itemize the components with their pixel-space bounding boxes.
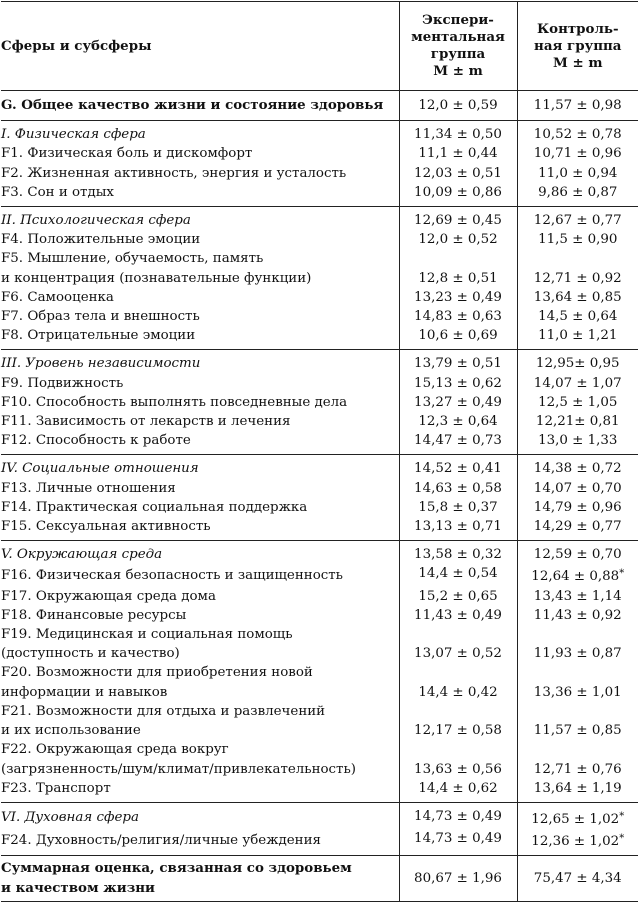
- experimental-value: 12,3 ± 0,64: [399, 412, 517, 431]
- table-row: [1, 144, 638, 163]
- header-experimental-line: ментальная: [411, 29, 505, 45]
- row-label: [1, 288, 399, 307]
- table-row: [1, 374, 638, 393]
- row-label: [1, 564, 399, 586]
- control-value-text: 11,57 ± 0,85: [533, 723, 622, 739]
- control-value-text: 11,93 ± 0,87: [533, 646, 622, 662]
- section-heading-row: [1, 91, 638, 121]
- row-label-line: F7. Образ тела и внешность: [1, 309, 200, 325]
- control-value: [517, 307, 638, 326]
- experimental-value: 14,73 ± 0,49: [399, 829, 517, 856]
- experimental-value: 11,34 ± 0,50: [399, 121, 517, 145]
- experimental-value: 13,07 ± 0,52: [399, 625, 517, 663]
- experimental-value: 14,4 ± 0,62: [399, 779, 517, 803]
- table-footer: [1, 856, 638, 901]
- experimental-value: 13,63 ± 0,56: [399, 740, 517, 778]
- significance-asterisk: *: [619, 568, 625, 580]
- row-label-line: F11. Зависимость от лекарств и лечения: [1, 414, 291, 430]
- experimental-value: 14,47 ± 0,73: [399, 431, 517, 455]
- row-label: [1, 498, 399, 517]
- control-value-text: 13,64 ± 0,85: [533, 289, 622, 305]
- row-label-line: F14. Практическая социальная поддержка: [1, 499, 308, 515]
- control-value: [517, 829, 638, 856]
- row-label: [1, 230, 399, 249]
- experimental-value: 14,83 ± 0,63: [399, 307, 517, 326]
- row-label-line: (загрязненность/шум/климат/привлекательность): [1, 761, 356, 777]
- table-row: [1, 164, 638, 183]
- control-value: [517, 431, 638, 455]
- control-value: [517, 144, 638, 163]
- control-value: [517, 479, 638, 498]
- control-value: [517, 625, 638, 663]
- table-row: [1, 288, 638, 307]
- total-label-line: Суммарная оценка, связанная со здоровьем: [1, 860, 352, 877]
- header-row: [1, 2, 638, 91]
- table-row: [1, 183, 638, 207]
- row-label: [1, 479, 399, 498]
- table-row: [1, 479, 638, 498]
- control-value: [517, 606, 638, 625]
- row-label-line: F19. Медицинская и социальная помощь: [1, 627, 293, 643]
- row-label: [1, 802, 399, 829]
- control-value: [517, 326, 638, 350]
- total-label-line: и качеством жизни: [1, 879, 155, 896]
- experimental-value: 13,23 ± 0,49: [399, 288, 517, 307]
- experimental-value: 13,79 ± 0,51: [399, 350, 517, 374]
- experimental-value: 12,8 ± 0,51: [399, 249, 517, 287]
- row-label-line: F18. Финансовые ресурсы: [1, 607, 187, 623]
- experimental-value: 14,4 ± 0,42: [399, 663, 517, 701]
- row-label: [1, 606, 399, 625]
- control-value: [517, 663, 638, 701]
- control-value-text: 12,36 ± 1,02: [531, 834, 620, 850]
- quality-of-life-table: [1, 1, 638, 902]
- row-label-line: G. Общее качество жизни и состояние здоровья: [1, 97, 384, 113]
- row-label: [1, 326, 399, 350]
- header-control-line: M ± m: [552, 54, 603, 71]
- row-label-line: F13. Личные отношения: [1, 480, 176, 496]
- experimental-value: 15,13 ± 0,62: [399, 374, 517, 393]
- significance-asterisk: *: [619, 810, 625, 822]
- experimental-value: 12,0 ± 0,52: [399, 230, 517, 249]
- control-value: [517, 230, 638, 249]
- total-control-value: 75,47 ± 4,34: [517, 856, 638, 901]
- table-row: [1, 587, 638, 606]
- control-value: [517, 412, 638, 431]
- row-label-line: F4. Положительные эмоции: [1, 232, 201, 248]
- experimental-value: 13,13 ± 0,71: [399, 517, 517, 541]
- row-label-line: F8. Отрицательные эмоции: [1, 328, 196, 344]
- row-label: [1, 144, 399, 163]
- experimental-value: 14,73 ± 0,49: [399, 802, 517, 829]
- row-label-line: F3. Сон и отдых: [1, 184, 114, 200]
- row-label: [1, 393, 399, 412]
- control-value: [517, 517, 638, 541]
- control-value: [517, 288, 638, 307]
- experimental-value: 12,17 ± 0,58: [399, 702, 517, 740]
- row-label-line: (доступность и качество): [1, 646, 180, 662]
- control-value: [517, 393, 638, 412]
- control-value-text: 12,65 ± 1,02: [531, 811, 620, 827]
- row-label: [1, 249, 399, 287]
- row-label-line: F24. Духовность/религия/личные убеждения: [1, 832, 321, 848]
- control-value-text: 12,5 ± 1,05: [538, 394, 618, 410]
- control-value-text: 14,79 ± 0,96: [533, 499, 622, 515]
- section-heading-row: [1, 121, 638, 145]
- row-label: [1, 412, 399, 431]
- table-row: [1, 498, 638, 517]
- row-label-line: V. Окружающая среда: [1, 547, 163, 563]
- experimental-value: 12,03 ± 0,51: [399, 164, 517, 183]
- row-label-line: II. Психологическая сфера: [1, 213, 191, 229]
- row-label: [1, 740, 399, 778]
- table-row: [1, 702, 638, 740]
- table-header: [1, 2, 638, 91]
- row-label-line: F6. Самооценка: [1, 289, 114, 305]
- row-label: [1, 431, 399, 455]
- control-value: [517, 498, 638, 517]
- control-value-text: 9,86 ± 0,87: [538, 184, 618, 200]
- control-value: [517, 779, 638, 803]
- control-value-text: 13,36 ± 1,01: [533, 684, 622, 700]
- total-experimental-value: 80,67 ± 1,96: [399, 856, 517, 901]
- control-value: [517, 121, 638, 145]
- control-value-text: 11,43 ± 0,92: [533, 607, 622, 623]
- table-body: [1, 91, 638, 856]
- control-value-text: 10,52 ± 0,78: [533, 127, 622, 143]
- control-value-text: 12,64 ± 0,88: [531, 569, 620, 585]
- row-label: [1, 183, 399, 207]
- row-label-line: F2. Жизненная активность, энергия и усталость: [1, 165, 347, 181]
- control-value-text: 14,07 ± 0,70: [533, 480, 622, 496]
- row-label-line: F1. Физическая боль и дискомфорт: [1, 146, 253, 162]
- experimental-value: 12,69 ± 0,45: [399, 207, 517, 231]
- control-value-text: 11,0 ± 0,94: [538, 165, 618, 181]
- section-heading-row: [1, 802, 638, 829]
- row-label-line: F17. Окружающая среда дома: [1, 588, 216, 604]
- header-experimental-line: группа: [430, 46, 486, 62]
- row-label-line: F10. Способность выполнять повседневные дела: [1, 394, 348, 410]
- row-label-line: информации и навыков: [1, 684, 168, 700]
- control-value: [517, 587, 638, 606]
- table-row: [1, 740, 638, 778]
- row-label: [1, 702, 399, 740]
- row-label: [1, 207, 399, 231]
- row-label: [1, 541, 399, 565]
- control-value: [517, 740, 638, 778]
- control-value-text: 13,43 ± 1,14: [533, 588, 622, 604]
- row-label-line: F5. Мышление, обучаемость, память: [1, 251, 264, 267]
- experimental-value: 10,6 ± 0,69: [399, 326, 517, 350]
- experimental-value: 13,58 ± 0,32: [399, 541, 517, 565]
- control-value: [517, 350, 638, 374]
- table-row: [1, 307, 638, 326]
- row-label: [1, 164, 399, 183]
- header-control-group: [517, 2, 638, 91]
- table-row: [1, 393, 638, 412]
- experimental-value: 11,1 ± 0,44: [399, 144, 517, 163]
- row-label-line: I. Физическая сфера: [1, 127, 146, 143]
- table-row: [1, 517, 638, 541]
- control-value: [517, 207, 638, 231]
- table-row: [1, 230, 638, 249]
- row-label: [1, 455, 399, 479]
- row-label: [1, 663, 399, 701]
- table-row: [1, 249, 638, 287]
- experimental-value: 11,43 ± 0,49: [399, 606, 517, 625]
- total-label: [1, 856, 399, 901]
- row-label: [1, 350, 399, 374]
- table-row: [1, 606, 638, 625]
- row-label-line: IV. Социальные отношения: [1, 461, 199, 477]
- control-value-text: 12,71 ± 0,92: [533, 270, 622, 286]
- row-label-line: F21. Возможности для отдыха и развлечений: [1, 703, 326, 719]
- header-control-line: Контроль-: [536, 20, 619, 37]
- experimental-value: 14,63 ± 0,58: [399, 479, 517, 498]
- experimental-value: 12,0 ± 0,59: [399, 91, 517, 121]
- control-value-text: 12,71 ± 0,76: [533, 761, 622, 777]
- row-label-line: F12. Способность к работе: [1, 433, 191, 449]
- row-label-line: F15. Сексуальная активность: [1, 519, 211, 535]
- section-heading-row: [1, 541, 638, 565]
- experimental-value: 10,09 ± 0,86: [399, 183, 517, 207]
- control-value: [517, 91, 638, 121]
- control-value-text: 14,29 ± 0,77: [533, 519, 622, 535]
- table-row: [1, 625, 638, 663]
- row-label: [1, 587, 399, 606]
- section-heading-row: [1, 350, 638, 374]
- row-label-line: F23. Транспорт: [1, 780, 111, 796]
- experimental-value: 13,27 ± 0,49: [399, 393, 517, 412]
- section-heading-row: [1, 207, 638, 231]
- header-experimental-line: M ± m: [433, 63, 483, 79]
- control-value-text: 12,95± 0,95: [535, 356, 620, 372]
- control-value-text: 13,64 ± 1,19: [533, 780, 622, 796]
- control-value-text: 11,5 ± 0,90: [538, 232, 618, 248]
- header-experimental-line: Экспери-: [422, 12, 494, 28]
- header-experimental-group: [399, 2, 517, 91]
- header-spheres: Сферы и субсферы: [1, 2, 399, 91]
- table-row: [1, 779, 638, 803]
- control-value-text: 11,57 ± 0,98: [533, 98, 622, 113]
- section-heading-row: [1, 455, 638, 479]
- control-value-text: 12,67 ± 0,77: [533, 213, 622, 229]
- control-value: [517, 702, 638, 740]
- row-label: [1, 307, 399, 326]
- control-value: [517, 249, 638, 287]
- row-label-line: и их использование: [1, 723, 141, 739]
- control-value-text: 12,59 ± 0,70: [533, 547, 622, 563]
- experimental-value: 14,4 ± 0,54: [399, 564, 517, 586]
- row-label-line: F22. Окружающая среда вокруг: [1, 742, 229, 758]
- experimental-value: 15,2 ± 0,65: [399, 587, 517, 606]
- control-value-text: 11,0 ± 1,21: [538, 328, 618, 344]
- table-row: [1, 431, 638, 455]
- total-row: [1, 856, 638, 901]
- significance-asterisk: *: [619, 833, 625, 845]
- row-label: [1, 91, 399, 121]
- control-value: [517, 564, 638, 586]
- control-value-text: 14,5 ± 0,64: [538, 309, 618, 325]
- experimental-value: 14,52 ± 0,41: [399, 455, 517, 479]
- control-value: [517, 455, 638, 479]
- control-value-text: 12,21± 0,81: [535, 414, 620, 430]
- header-control-line: ная группа: [534, 37, 622, 54]
- control-value: [517, 183, 638, 207]
- row-label: [1, 625, 399, 663]
- control-value-text: 14,07 ± 1,07: [533, 375, 622, 391]
- row-label-line: F20. Возможности для приобретения новой: [1, 665, 313, 681]
- row-label: [1, 779, 399, 803]
- row-label: [1, 829, 399, 856]
- table-row: [1, 829, 638, 856]
- control-value-text: 14,38 ± 0,72: [533, 461, 622, 477]
- row-label: [1, 121, 399, 145]
- table-row: [1, 663, 638, 701]
- row-label-line: F16. Физическая безопасность и защищенность: [1, 567, 343, 583]
- control-value: [517, 802, 638, 829]
- experimental-value: 15,8 ± 0,37: [399, 498, 517, 517]
- row-label-line: III. Уровень независимости: [1, 356, 201, 372]
- table-row: [1, 564, 638, 586]
- table-row: [1, 412, 638, 431]
- control-value-text: 10,71 ± 0,96: [533, 146, 622, 162]
- row-label-line: и концентрация (познавательные функции): [1, 270, 312, 286]
- row-label-line: VI. Духовная сфера: [1, 810, 139, 826]
- table-row: [1, 326, 638, 350]
- control-value-text: 13,0 ± 1,33: [538, 433, 618, 449]
- row-label: [1, 517, 399, 541]
- control-value: [517, 374, 638, 393]
- row-label: [1, 374, 399, 393]
- control-value: [517, 541, 638, 565]
- row-label-line: F9. Подвижность: [1, 375, 124, 391]
- control-value: [517, 164, 638, 183]
